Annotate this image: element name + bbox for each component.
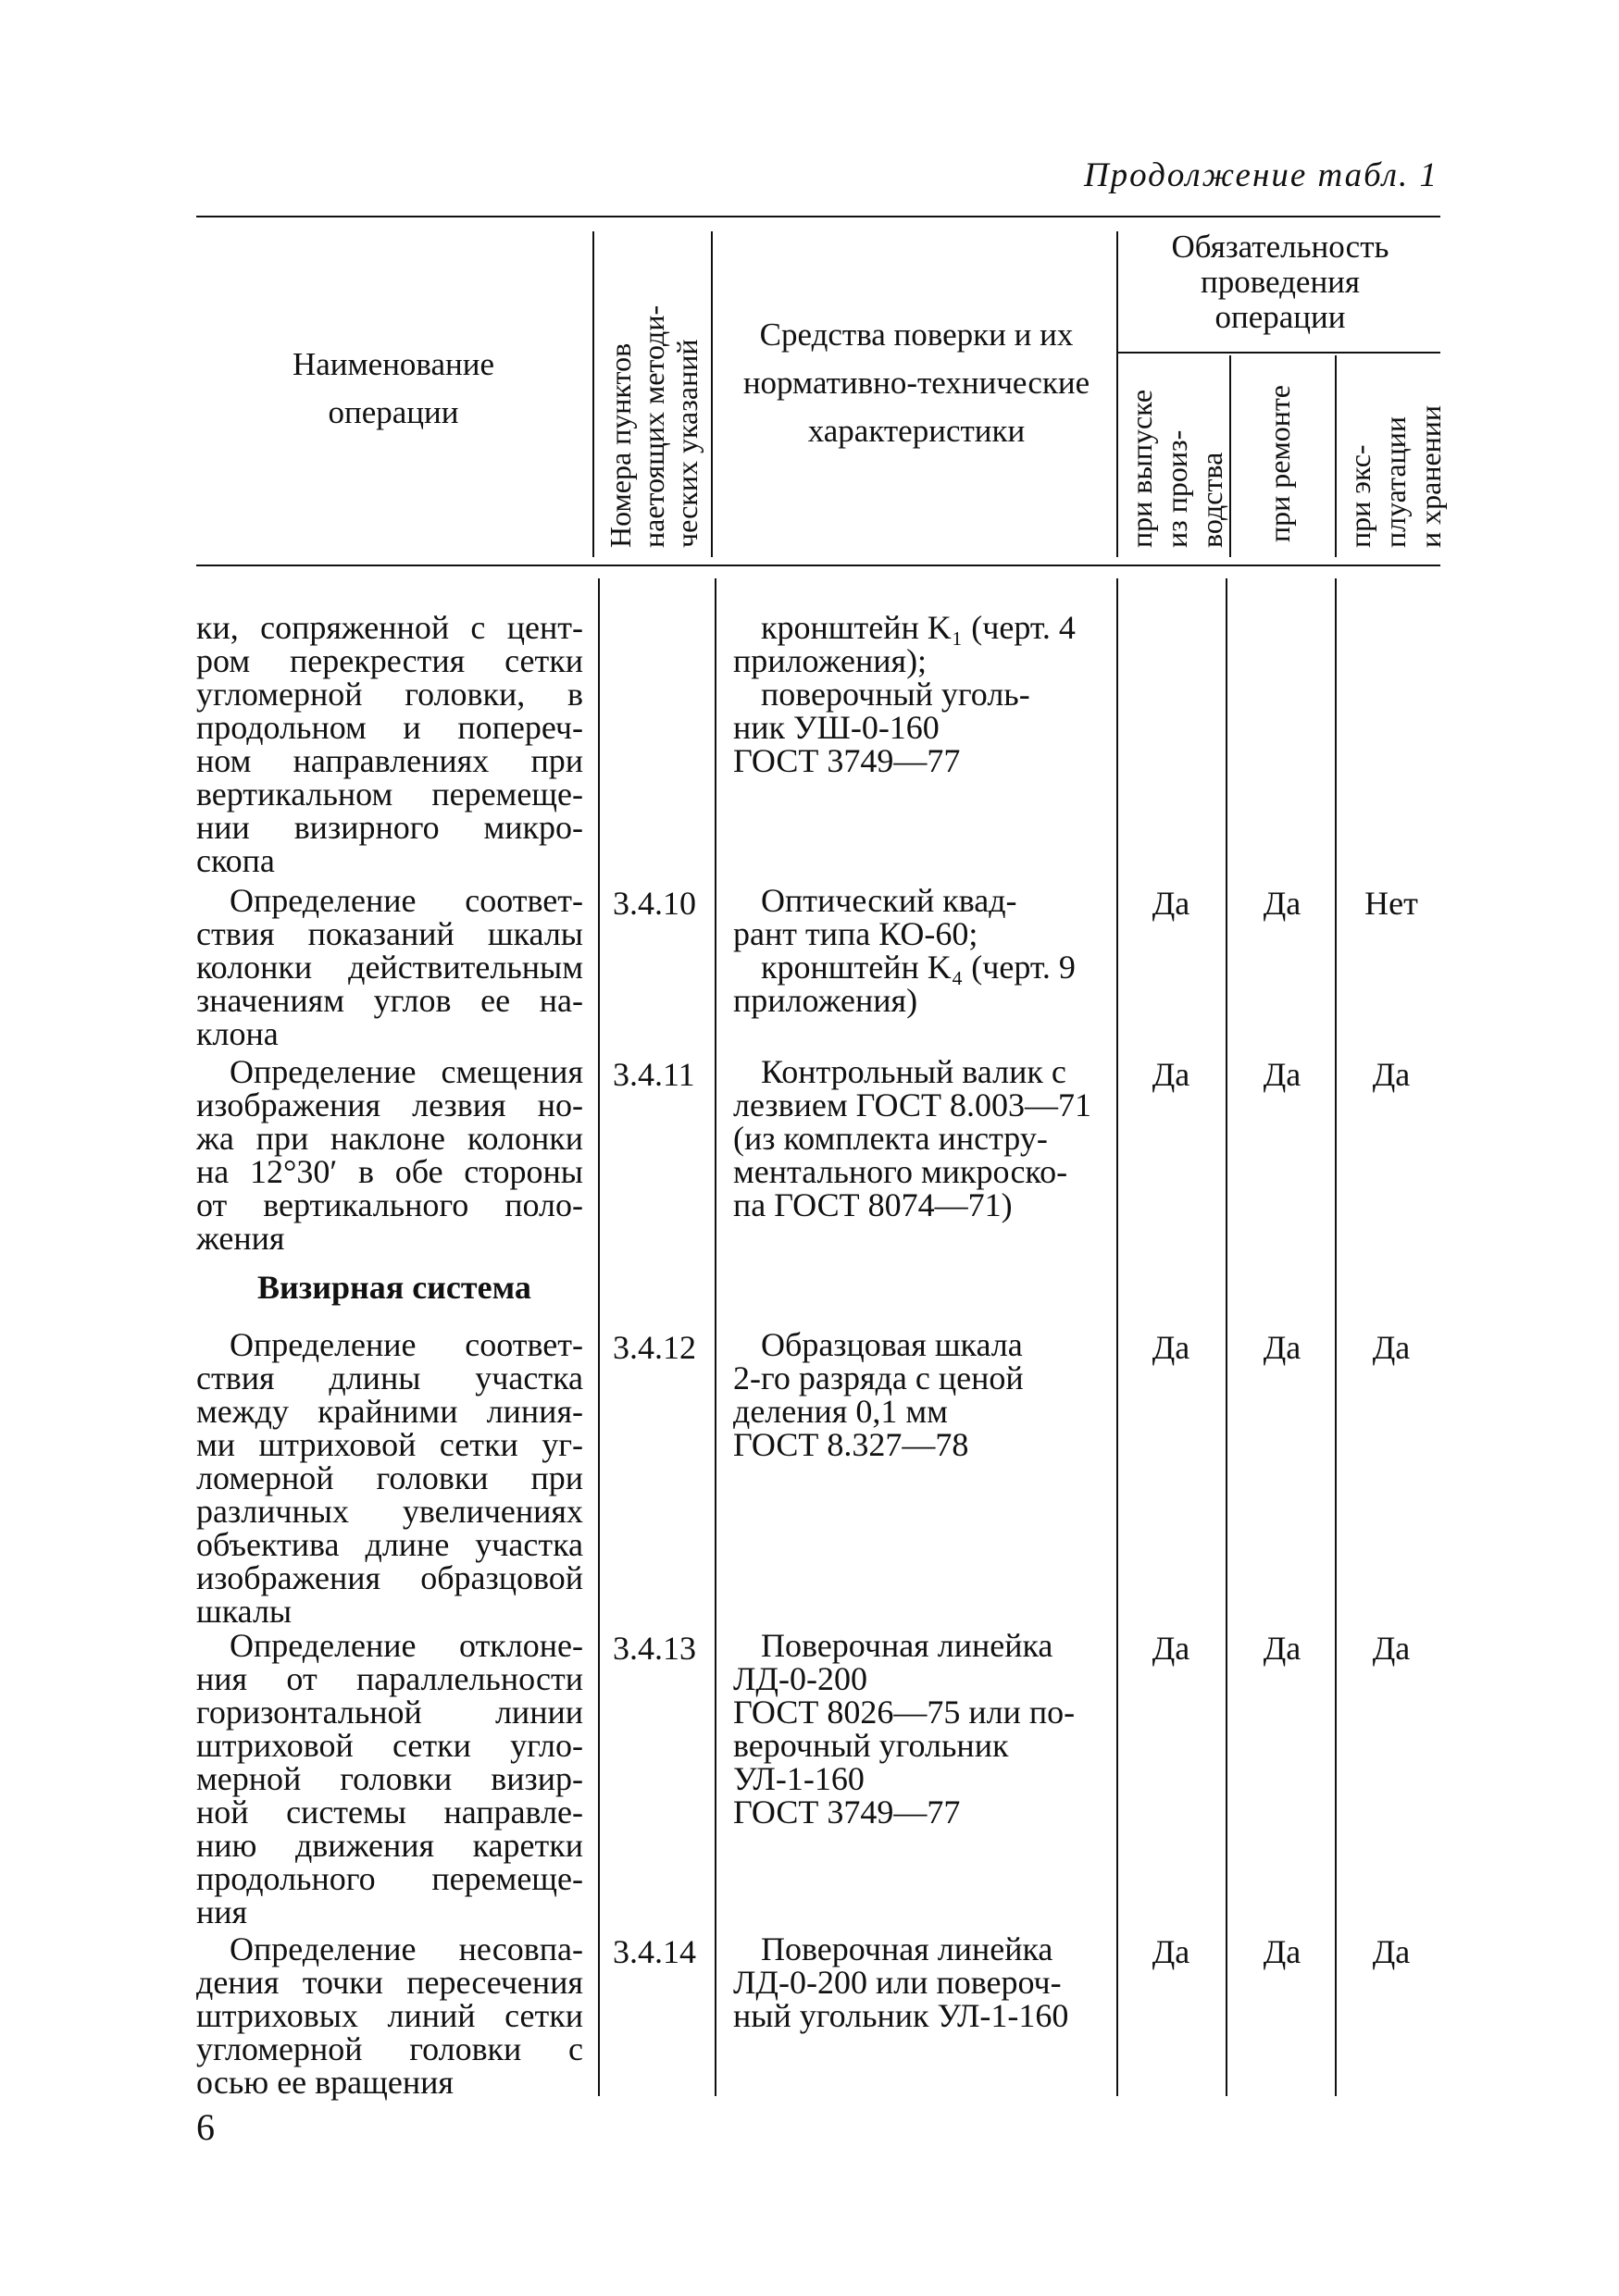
row-4-point-number: 3.4.12 [613, 1329, 696, 1366]
header-operation-name: Наименование операции [292, 346, 495, 430]
row-4-operation: Да [1372, 1329, 1411, 1366]
subheader-repair: при ремонте [1263, 384, 1296, 542]
header-point-numbers: Номера пунктов наетоящих методи- ческих указаний [604, 304, 704, 548]
row-4-operation-name: Определение соответ- ствия длины участка между крайними линия- ми штриховой сетки уг- ломерной головки при различных увеличениях объектива длине участка изображения образцовой шкалы [196, 1326, 583, 1630]
row-3-operation: Да [1372, 1056, 1411, 1093]
subheader-operation: при экс- плуатации и хранении [1343, 404, 1447, 548]
row-2-means: Оптический квад- рант типа КО-60; кронштейн K₄ (черт. 9 приложения) [733, 882, 1076, 1019]
row-2-release: Да [1152, 885, 1190, 922]
row-3-means: Контрольный валик с лезвием ГОСТ 8.003—71 (из комплекта инстру- ментального микроско- па ГОСТ 8074—71) [733, 1053, 1091, 1223]
subheader-rule [1116, 352, 1440, 354]
row-6-means: Поверочная линейка ЛД-0-200 или повероч- ный угольник УЛ-1-160 [733, 1930, 1069, 2034]
row-6-point-number: 3.4.14 [613, 1933, 696, 1970]
header-divider-3 [1116, 231, 1118, 557]
row-2-operation: Нет [1364, 885, 1418, 922]
page-number: 6 [196, 2106, 215, 2148]
header-divider-1 [592, 231, 594, 557]
row-5-repair: Да [1263, 1630, 1301, 1667]
row-2-operation-name: Определение соответ- ствия показаний шкалы колонки действительным значениям углов ее на- клона [196, 882, 583, 1052]
header-verification-means: Средства поверки и их нормативно-технические характеристики [742, 316, 1090, 449]
row-4-means: Образцовая шкала 2-го разряда с ценой деления 0,1 мм ГОСТ 8.327—78 [733, 1326, 1024, 1463]
row-5-release: Да [1152, 1630, 1190, 1667]
body-divider-5 [1335, 578, 1337, 2096]
header-top-rule [196, 216, 1440, 217]
row-5-operation-name: Определение отклоне- ния от параллельности горизонтальной линии штриховой сетки угло- мерной головки визир- ной системы направле- нию движения каретки продольного перемеще- ния [196, 1627, 583, 1930]
header-divider-4 [1229, 355, 1231, 557]
row-2-point-number: 3.4.10 [613, 885, 696, 922]
row-6-release: Да [1152, 1933, 1190, 1970]
table-caption: Продолжение табл. 1 [1083, 156, 1438, 194]
row-6-operation: Да [1372, 1933, 1411, 1970]
section-title: Визирная система [257, 1269, 531, 1306]
body-divider-1 [598, 578, 600, 2096]
body-divider-2 [715, 578, 716, 2096]
row-4-repair: Да [1263, 1329, 1301, 1366]
row-5-means: Поверочная линейка ЛД-0-200 ГОСТ 8026—75 или по- верочный угольник УЛ-1-160 ГОСТ 3749—77 [733, 1627, 1076, 1831]
body-divider-3 [1116, 578, 1118, 2096]
row-3-release: Да [1152, 1056, 1190, 1093]
row-3-repair: Да [1263, 1056, 1301, 1093]
row-2-repair: Да [1263, 885, 1301, 922]
row-6-operation-name: Определение несовпа- дения точки пересечения штриховых линий сетки угломерной головки с осью ее вращения [196, 1930, 583, 2101]
row-6-repair: Да [1263, 1933, 1301, 1970]
row-5-operation: Да [1372, 1630, 1411, 1667]
header-divider-2 [711, 231, 713, 557]
row-3-point-number: 3.4.11 [613, 1056, 695, 1093]
header-bottom-rule [196, 565, 1440, 566]
row-1-operation-name: ки, сопряженной с цент- ром перекрестия сетки угломерной головки, в продольном и попереч- ном направлениях при вертикальном перемеще- нии визирного микро- скопа [196, 609, 583, 879]
subheader-release: при выпуске из произ- водства [1125, 389, 1228, 548]
row-1-means: кронштейн K₁ (черт. 4 приложения); поверочный уголь- ник УШ-0-160 ГОСТ 3749—77 [733, 609, 1076, 779]
row-5-point-number: 3.4.13 [613, 1630, 696, 1667]
header-obligation: Обязательность проведения операции [1171, 229, 1389, 335]
body-divider-4 [1226, 578, 1227, 2096]
header-divider-5 [1335, 355, 1337, 557]
row-4-release: Да [1152, 1329, 1190, 1366]
row-3-operation-name: Определение смещения изображения лезвия но- жа при наклоне колонки на 12°30′ в обе стороны от вертикального поло- жения [196, 1053, 583, 1257]
